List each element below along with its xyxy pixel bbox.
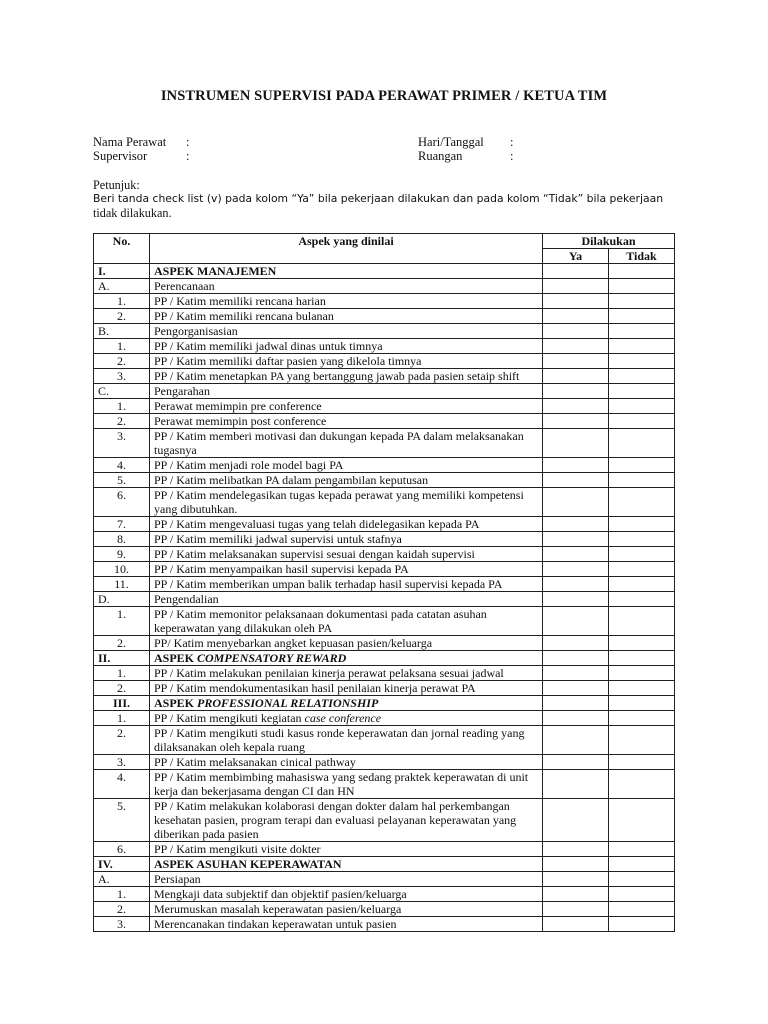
no-checkbox-cell[interactable] — [609, 473, 675, 488]
aspect-text: Pengarahan — [150, 384, 543, 399]
section-row — [94, 279, 675, 294]
row-number: C. — [94, 384, 150, 399]
aspect-text: Perencanaan — [150, 279, 543, 294]
yes-checkbox-cell[interactable] — [543, 755, 609, 770]
yes-checkbox-cell[interactable] — [543, 279, 609, 294]
row-number: 11. — [94, 577, 150, 592]
row-number: 3. — [94, 755, 150, 770]
table-row — [94, 799, 675, 842]
supervision-table — [93, 233, 675, 932]
section-row — [94, 651, 675, 666]
no-checkbox-cell[interactable] — [609, 917, 675, 932]
no-checkbox-cell[interactable] — [609, 887, 675, 902]
no-checkbox-cell[interactable] — [609, 799, 675, 842]
aspect-text: PP / Katim memonitor pelaksanaan dokumentasi pada catatan asuhan keperawatan yang dilakukan oleh PA — [150, 607, 543, 636]
table-row — [94, 532, 675, 547]
row-number: 6. — [94, 488, 150, 517]
row-number: 3. — [94, 369, 150, 384]
table-row — [94, 414, 675, 429]
room-colon: : — [510, 149, 514, 163]
no-checkbox-cell[interactable] — [609, 294, 675, 309]
row-number: 1. — [94, 666, 150, 681]
aspect-text: ASPEK COMPENSATORY REWARD — [150, 651, 543, 666]
no-checkbox-cell[interactable] — [609, 681, 675, 696]
no-checkbox-cell[interactable] — [609, 279, 675, 294]
aspect-text: PP / Katim membimbing mahasiswa yang sedang praktek keperawatan di unit kerja dan bekerjasama dengan CI dan HN — [150, 770, 543, 799]
table-row — [94, 562, 675, 577]
no-checkbox-cell[interactable] — [609, 902, 675, 917]
instructions-line-2: tidak dilakukan. — [93, 206, 172, 220]
instructions-heading: Petunjuk: — [93, 178, 140, 192]
aspect-text: Perawat memimpin post conference — [150, 414, 543, 429]
yes-checkbox-cell[interactable] — [543, 532, 609, 547]
row-number: 5. — [94, 473, 150, 488]
section-row — [94, 592, 675, 607]
yes-checkbox-cell[interactable] — [543, 872, 609, 887]
aspect-text: PP / Katim melaksanakan cinical pathway — [150, 755, 543, 770]
row-number: 2. — [94, 354, 150, 369]
aspect-text: PP / Katim memiliki jadwal dinas untuk timnya — [150, 339, 543, 354]
aspect-text: PP / Katim menetapkan PA yang bertanggung jawab pada pasien setaip shift — [150, 369, 543, 384]
aspect-text: PP / Katim memiliki jadwal supervisi untuk stafnya — [150, 532, 543, 547]
aspect-text: PP / Katim melakukan penilaian kinerja perawat pelaksana sesuai jadwal — [150, 666, 543, 681]
no-checkbox-cell[interactable] — [609, 577, 675, 592]
aspect-text: Mengkaji data subjektif dan objektif pasien/keluarga — [150, 887, 543, 902]
yes-checkbox-cell[interactable] — [543, 651, 609, 666]
no-checkbox-cell[interactable] — [609, 607, 675, 636]
section-row — [94, 324, 675, 339]
table-row — [94, 726, 675, 755]
yes-checkbox-cell[interactable] — [543, 264, 609, 279]
no-checkbox-cell[interactable] — [609, 264, 675, 279]
row-number: I. — [94, 264, 150, 279]
yes-checkbox-cell[interactable] — [543, 592, 609, 607]
document-title: INSTRUMEN SUPERVISI PADA PERAWAT PRIMER / KETUA TIM — [160, 88, 608, 104]
section-row — [94, 384, 675, 399]
row-number: 8. — [94, 532, 150, 547]
row-number: 1. — [94, 711, 150, 726]
table-row — [94, 488, 675, 517]
aspect-text: PP / Katim melibatkan PA dalam pengambilan keputusan — [150, 473, 543, 488]
aspect-text: ASPEK MANAJEMEN — [150, 264, 543, 279]
section-row — [94, 696, 675, 711]
yes-checkbox-cell[interactable] — [543, 488, 609, 517]
no-checkbox-cell[interactable] — [609, 651, 675, 666]
yes-checkbox-cell[interactable] — [543, 726, 609, 755]
aspect-text: PP / Katim melaksanakan supervisi sesuai dengan kaidah supervisi — [150, 547, 543, 562]
yes-checkbox-cell[interactable] — [543, 339, 609, 354]
yes-checkbox-cell[interactable] — [543, 473, 609, 488]
aspect-text: Persiapan — [150, 872, 543, 887]
no-checkbox-cell[interactable] — [609, 429, 675, 458]
no-checkbox-cell[interactable] — [609, 324, 675, 339]
row-number: 7. — [94, 517, 150, 532]
yes-checkbox-cell[interactable] — [543, 429, 609, 458]
yes-checkbox-cell[interactable] — [543, 458, 609, 473]
table-row — [94, 917, 675, 932]
table-row — [94, 354, 675, 369]
no-checkbox-cell[interactable] — [609, 354, 675, 369]
row-number: 3. — [94, 917, 150, 932]
yes-checkbox-cell[interactable] — [543, 696, 609, 711]
aspect-text: PP / Katim mendokumentasikan hasil penilaian kinerja perawat PA — [150, 681, 543, 696]
no-checkbox-cell[interactable] — [609, 842, 675, 857]
supervisor-colon: : — [186, 149, 190, 163]
table-row — [94, 887, 675, 902]
table-body — [94, 264, 675, 932]
no-checkbox-cell[interactable] — [609, 339, 675, 354]
date-label: Hari/Tanggal — [418, 135, 484, 149]
no-checkbox-cell[interactable] — [609, 755, 675, 770]
yes-checkbox-cell[interactable] — [543, 711, 609, 726]
supervisor-label: Supervisor — [93, 149, 148, 163]
room-label: Ruangan — [418, 149, 463, 163]
yes-checkbox-cell[interactable] — [543, 309, 609, 324]
no-checkbox-cell[interactable] — [609, 458, 675, 473]
no-checkbox-cell[interactable] — [609, 857, 675, 872]
no-checkbox-cell[interactable] — [609, 488, 675, 517]
yes-checkbox-cell[interactable] — [543, 369, 609, 384]
yes-checkbox-cell[interactable] — [543, 354, 609, 369]
row-number: 1. — [94, 294, 150, 309]
row-number: D. — [94, 592, 150, 607]
yes-checkbox-cell[interactable] — [543, 681, 609, 696]
section-row — [94, 857, 675, 872]
row-number: 2. — [94, 681, 150, 696]
yes-checkbox-cell[interactable] — [543, 887, 609, 902]
yes-checkbox-cell[interactable] — [543, 399, 609, 414]
aspect-text: PP / Katim mengikuti kegiatan case conference — [150, 711, 543, 726]
column-header-not-done: Tidak — [609, 249, 675, 264]
yes-checkbox-cell[interactable] — [543, 547, 609, 562]
yes-checkbox-cell[interactable] — [543, 384, 609, 399]
instructions-line-1: Beri tanda check list (v) pada kolom “Ya” bila pekerjaan dilakukan dan pada kolom “Tidak” bila pekerjaan — [93, 192, 664, 205]
aspect-text: PP / Katim memberi motivasi dan dukungan kepada PA dalam melaksanakan tugasnya — [150, 429, 543, 458]
aspect-text: Pengendalian — [150, 592, 543, 607]
aspect-text: ASPEK ASUHAN KEPERAWATAN — [150, 857, 543, 872]
no-checkbox-cell[interactable] — [609, 547, 675, 562]
yes-checkbox-cell[interactable] — [543, 607, 609, 636]
aspect-text: PP / Katim menyampaikan hasil supervisi kepada PA — [150, 562, 543, 577]
table-row — [94, 309, 675, 324]
section-row — [94, 264, 675, 279]
no-checkbox-cell[interactable] — [609, 696, 675, 711]
row-number: 1. — [94, 607, 150, 636]
aspect-text: ASPEK PROFESSIONAL RELATIONSHIP — [150, 696, 543, 711]
aspect-text: PP / Katim melakukan kolaborasi dengan dokter dalam hal perkembangan kesehatan pasien, program terapi dan evaluasi pelayanan keperawatan yang diberikan pada pasien — [150, 799, 543, 842]
aspect-text: PP/ Katim menyebarkan angket kepuasan pasien/keluarga — [150, 636, 543, 651]
yes-checkbox-cell[interactable] — [543, 414, 609, 429]
no-checkbox-cell[interactable] — [609, 592, 675, 607]
column-header-done: Dilakukan — [543, 234, 675, 249]
aspect-text: PP / Katim memiliki rencana bulanan — [150, 309, 543, 324]
yes-checkbox-cell[interactable] — [543, 577, 609, 592]
row-number: A. — [94, 872, 150, 887]
nurse-name-label: Nama Perawat — [93, 135, 167, 149]
yes-checkbox-cell[interactable] — [543, 842, 609, 857]
row-number: III. — [94, 696, 150, 711]
table-row — [94, 294, 675, 309]
aspect-text: Perawat memimpin pre conference — [150, 399, 543, 414]
column-header-yes: Ya — [543, 249, 609, 264]
table-row — [94, 755, 675, 770]
yes-checkbox-cell[interactable] — [543, 636, 609, 651]
no-checkbox-cell[interactable] — [609, 384, 675, 399]
table-row — [94, 339, 675, 354]
row-number: B. — [94, 324, 150, 339]
table-row — [94, 770, 675, 799]
row-number: 4. — [94, 458, 150, 473]
yes-checkbox-cell[interactable] — [543, 799, 609, 842]
row-number: 9. — [94, 547, 150, 562]
aspect-text: PP / Katim mengikuti visite dokter — [150, 842, 543, 857]
no-checkbox-cell[interactable] — [609, 414, 675, 429]
row-number: II. — [94, 651, 150, 666]
aspect-text: PP / Katim memberikan umpan balik terhadap hasil supervisi kepada PA — [150, 577, 543, 592]
row-number: 5. — [94, 799, 150, 842]
table-row — [94, 607, 675, 636]
row-number: 4. — [94, 770, 150, 799]
aspect-text: PP / Katim mendelegasikan tugas kepada perawat yang memiliki kompetensi yang dibutuhkan. — [150, 488, 543, 517]
table-row — [94, 666, 675, 681]
column-header-no: No. — [94, 234, 150, 264]
table-row — [94, 547, 675, 562]
table-row — [94, 711, 675, 726]
no-checkbox-cell[interactable] — [609, 369, 675, 384]
table-row — [94, 902, 675, 917]
no-checkbox-cell[interactable] — [609, 517, 675, 532]
row-number: 2. — [94, 636, 150, 651]
row-number: IV. — [94, 857, 150, 872]
row-number: 6. — [94, 842, 150, 857]
yes-checkbox-cell[interactable] — [543, 917, 609, 932]
aspect-text: PP / Katim memiliki daftar pasien yang dikelola timnya — [150, 354, 543, 369]
table-row — [94, 842, 675, 857]
yes-checkbox-cell[interactable] — [543, 857, 609, 872]
no-checkbox-cell[interactable] — [609, 532, 675, 547]
table-row — [94, 399, 675, 414]
yes-checkbox-cell[interactable] — [543, 770, 609, 799]
table-row — [94, 681, 675, 696]
yes-checkbox-cell[interactable] — [543, 294, 609, 309]
row-number: 2. — [94, 726, 150, 755]
yes-checkbox-cell[interactable] — [543, 902, 609, 917]
aspect-text: Merumuskan masalah keperawatan pasien/keluarga — [150, 902, 543, 917]
no-checkbox-cell[interactable] — [609, 770, 675, 799]
row-number: 1. — [94, 887, 150, 902]
table-row — [94, 517, 675, 532]
no-checkbox-cell[interactable] — [609, 711, 675, 726]
no-checkbox-cell[interactable] — [609, 636, 675, 651]
no-checkbox-cell[interactable] — [609, 666, 675, 681]
row-number: A. — [94, 279, 150, 294]
yes-checkbox-cell[interactable] — [543, 666, 609, 681]
date-colon: : — [510, 135, 514, 149]
column-header-aspect: Aspek yang dinilai — [150, 234, 543, 264]
yes-checkbox-cell[interactable] — [543, 562, 609, 577]
instructions — [93, 178, 683, 220]
yes-checkbox-cell[interactable] — [543, 517, 609, 532]
table-row — [94, 636, 675, 651]
table-row — [94, 429, 675, 458]
aspect-text: PP / Katim mengikuti studi kasus ronde keperawatan dan jornal reading yang dilaksanakan oleh kepala ruang — [150, 726, 543, 755]
no-checkbox-cell[interactable] — [609, 562, 675, 577]
row-number: 1. — [94, 399, 150, 414]
no-checkbox-cell[interactable] — [609, 726, 675, 755]
row-number: 2. — [94, 309, 150, 324]
aspect-text: PP / Katim memiliki rencana harian — [150, 294, 543, 309]
table-row — [94, 473, 675, 488]
aspect-text: PP / Katim menjadi role model bagi PA — [150, 458, 543, 473]
aspect-text: Pengorganisasian — [150, 324, 543, 339]
aspect-text: Merencanakan tindakan keperawatan untuk pasien — [150, 917, 543, 932]
aspect-text: PP / Katim mengevaluasi tugas yang telah didelegasikan kepada PA — [150, 517, 543, 532]
table-row — [94, 369, 675, 384]
table-row — [94, 458, 675, 473]
row-number: 10. — [94, 562, 150, 577]
table-row — [94, 577, 675, 592]
row-number: 2. — [94, 414, 150, 429]
row-number: 3. — [94, 429, 150, 458]
row-number: 1. — [94, 339, 150, 354]
row-number: 2. — [94, 902, 150, 917]
nurse-name-colon: : — [186, 135, 190, 149]
no-checkbox-cell[interactable] — [609, 872, 675, 887]
no-checkbox-cell[interactable] — [609, 399, 675, 414]
section-row — [94, 872, 675, 887]
no-checkbox-cell[interactable] — [609, 309, 675, 324]
yes-checkbox-cell[interactable] — [543, 324, 609, 339]
